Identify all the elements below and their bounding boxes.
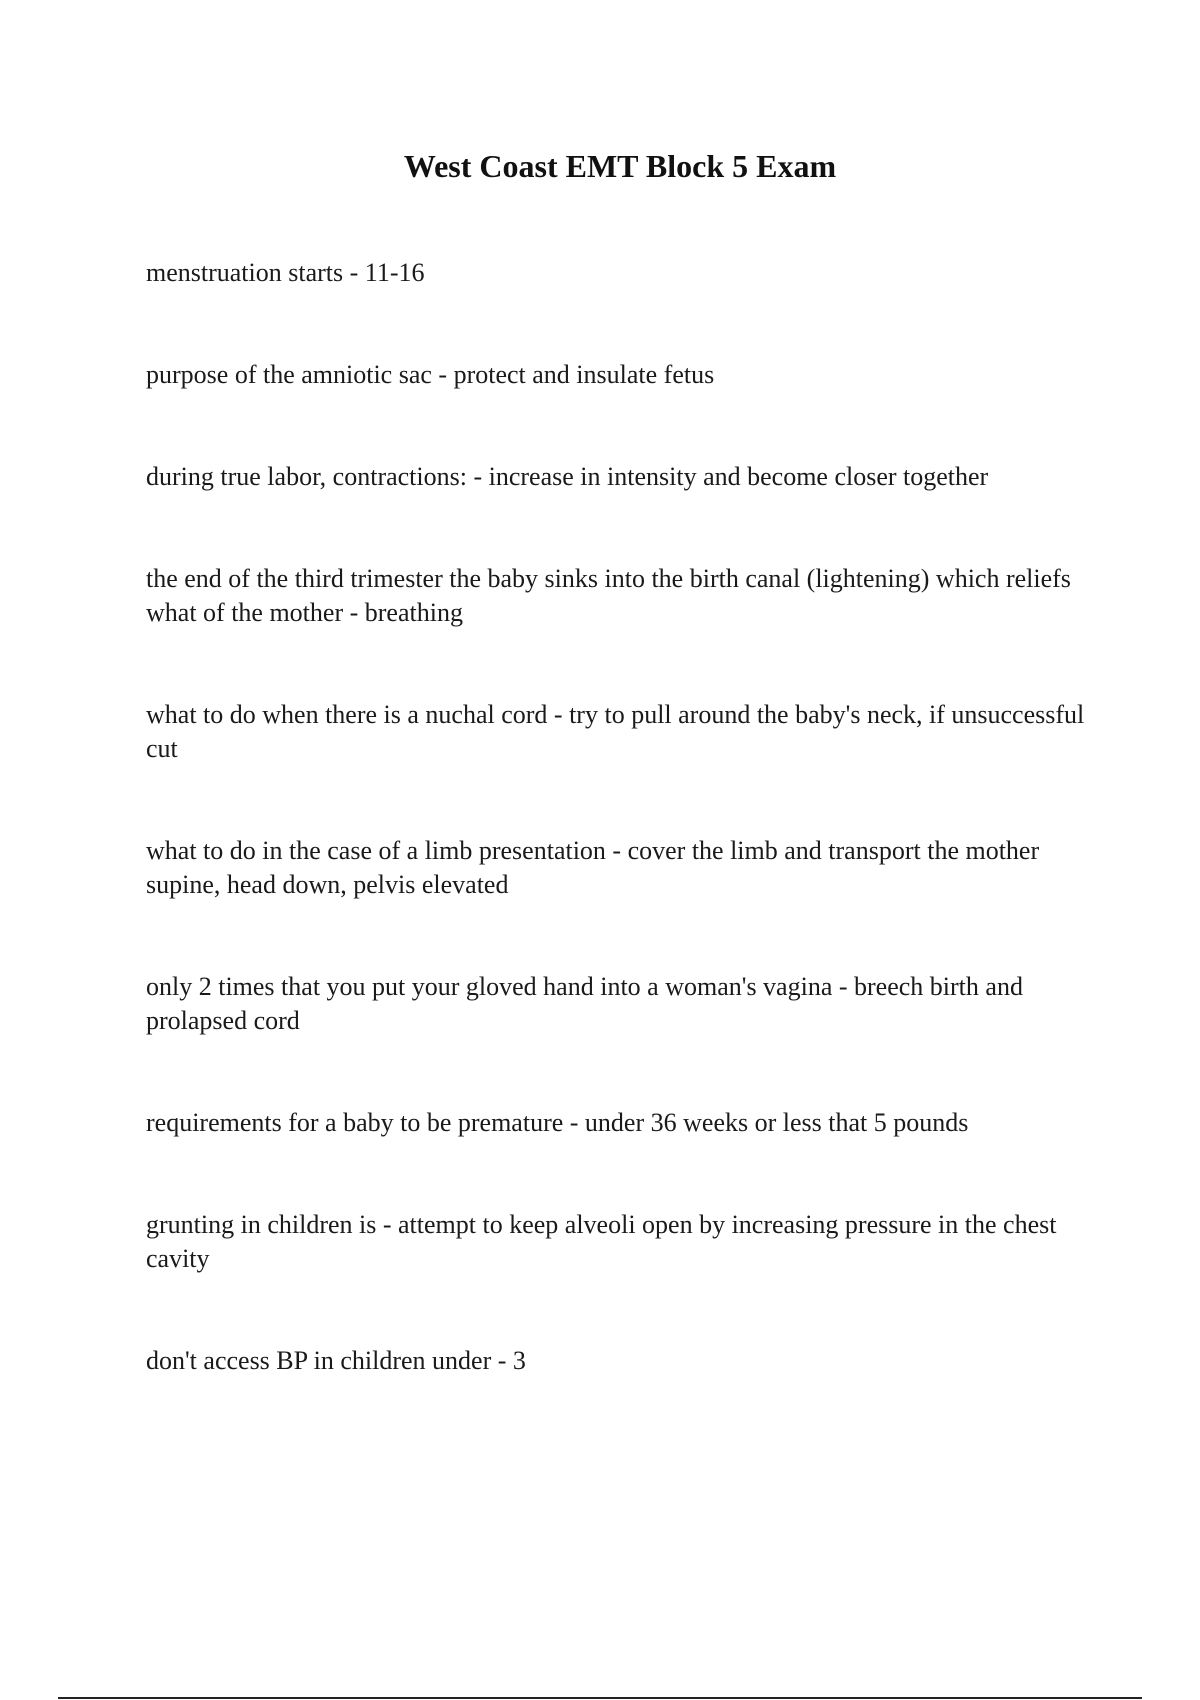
flashcard-item: during true labor, contractions: - increase in intensity and become closer together: [146, 462, 989, 491]
flashcard-item: what to do in the case of a limb presentation - cover the limb and transport the mother supine, head down, pelvis elevated: [146, 836, 1040, 899]
flashcard-list: [146, 256, 1086, 1378]
flashcard-item: menstruation starts - 11-16: [146, 258, 425, 287]
flashcard-item: purpose of the amniotic sac - protect and insulate fetus: [146, 360, 715, 389]
flashcard-item: what to do when there is a nuchal cord - try to pull around the baby's neck, if unsuccessful cut: [146, 700, 1085, 763]
flashcard-item: only 2 times that you put your gloved hand into a woman's vagina - breech birth and prolapsed cord: [146, 972, 1023, 1035]
flashcard-item: requirements for a baby to be premature - under 36 weeks or less that 5 pounds: [146, 1108, 969, 1137]
flashcard-item: don't access BP in children under - 3: [146, 1346, 526, 1375]
footer-divider: [58, 1697, 1142, 1699]
flashcard-item: grunting in children is - attempt to keep alveoli open by increasing pressure in the chest cavity: [146, 1210, 1057, 1273]
document-title: West Coast EMT Block 5 Exam: [403, 148, 837, 184]
flashcard-item: the end of the third trimester the baby sinks into the birth canal (lightening) which reliefs what of the mother - breathing: [146, 564, 1071, 627]
